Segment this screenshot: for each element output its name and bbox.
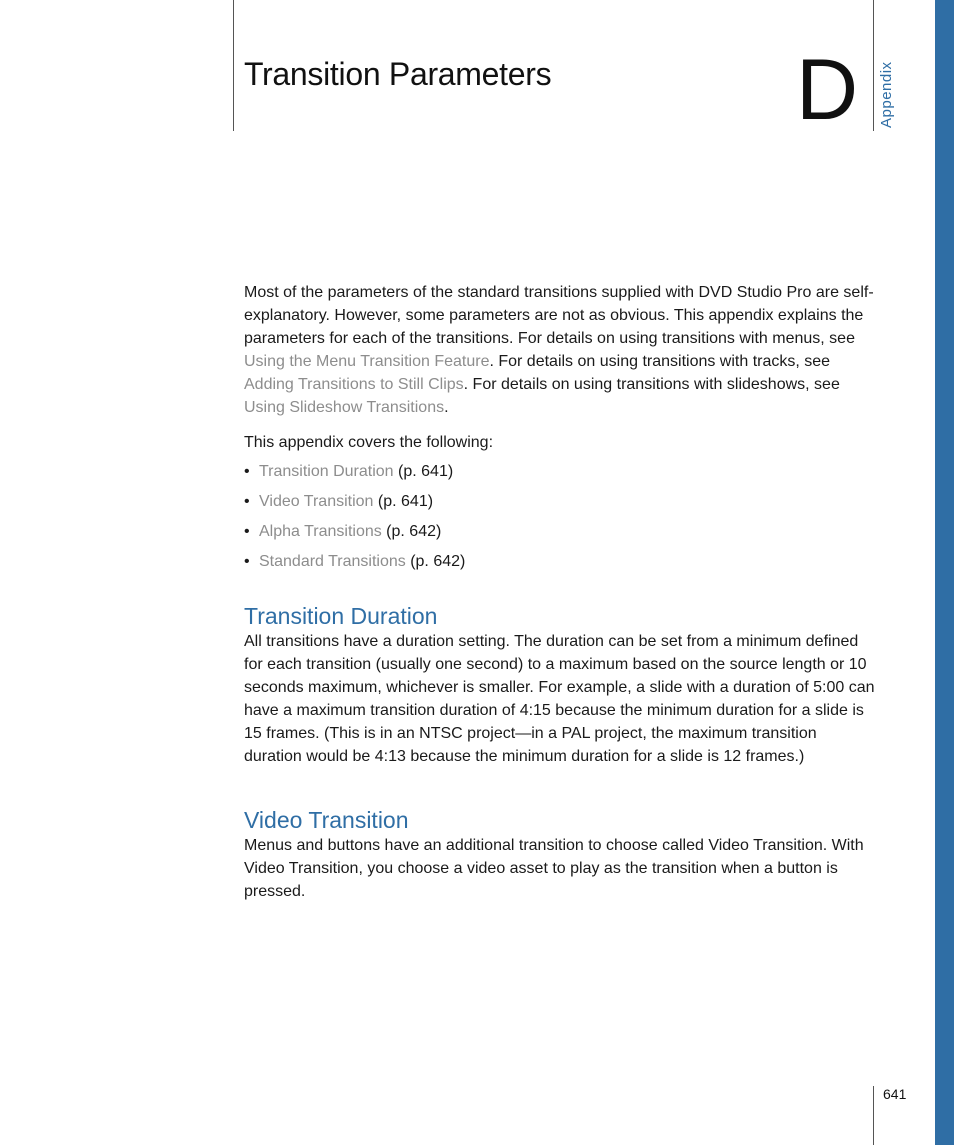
heading-video-transition: Video Transition <box>244 807 409 833</box>
bullet: • <box>244 553 250 570</box>
main-content <box>244 281 876 903</box>
toc-link-alpha-transitions[interactable]: Alpha Transitions <box>259 523 382 540</box>
bullet: • <box>244 493 250 510</box>
toc-item <box>244 460 876 490</box>
toc-link-standard-transitions[interactable]: Standard Transitions <box>259 553 406 570</box>
footer-rule <box>873 1086 874 1145</box>
appendix-label: Appendix <box>878 61 895 128</box>
header-rule-right <box>873 0 874 131</box>
toc-page-ref: (p. 642) <box>381 523 442 540</box>
intro-text-4: . <box>444 399 449 416</box>
toc-page-ref: (p. 641) <box>393 463 454 480</box>
page-number: 641 <box>883 1086 907 1102</box>
link-still-clips[interactable]: Adding Transitions to Still Clips <box>244 376 464 393</box>
toc-item <box>244 520 876 550</box>
covers-text: This appendix covers the following: <box>244 434 494 451</box>
bullet: • <box>244 463 250 480</box>
duration-paragraph: All transitions have a duration setting. The duration can be set from a minimum defined for each transition (usually one second) to a maximum based on the source length or 10 seconds maximum, whichever is smaller. For example, a slide with a duration of 5:00 can have a maximum transition duration of 4:15 because the minimum duration for a slide is 15 frames. (This is in an NTSC project—in a PAL project, the maximum transition duration would be 4:13 because the minimum duration for a slide is 12 frames.) <box>244 633 875 765</box>
intro-text-1: Most of the parameters of the standard transitions supplied with DVD Studio Pro are self-explanatory. However, some parameters are not as obvious. This appendix explains the parameters for each of the transitions. For details on using transitions with menus, see <box>244 284 874 347</box>
toc-list <box>244 460 876 580</box>
bullet: • <box>244 523 250 540</box>
intro-text-3: . For details on using transitions with slideshows, see <box>463 376 840 393</box>
video-paragraph: Menus and buttons have an additional transition to choose called Video Transition. With Video Transition, you choose a video asset to play as the transition when a button is pressed. <box>244 837 864 900</box>
side-color-bar <box>935 0 954 1145</box>
toc-link-video-transition[interactable]: Video Transition <box>259 493 374 510</box>
toc-item <box>244 490 876 520</box>
intro-text-2: . For details on using transitions with tracks, see <box>489 353 831 370</box>
header-rule-left <box>233 0 234 131</box>
link-slideshow-transitions[interactable]: Using Slideshow Transitions <box>244 399 445 416</box>
toc-link-transition-duration[interactable]: Transition Duration <box>259 463 394 480</box>
intro-paragraph <box>244 281 876 419</box>
toc-page-ref: (p. 642) <box>405 553 466 570</box>
toc-page-ref: (p. 641) <box>373 493 434 510</box>
toc-item <box>244 550 876 580</box>
page-title: Transition Parameters <box>244 56 552 92</box>
heading-transition-duration: Transition Duration <box>244 603 438 629</box>
appendix-letter: D <box>796 42 859 138</box>
link-menu-transition[interactable]: Using the Menu Transition Feature <box>244 353 490 370</box>
